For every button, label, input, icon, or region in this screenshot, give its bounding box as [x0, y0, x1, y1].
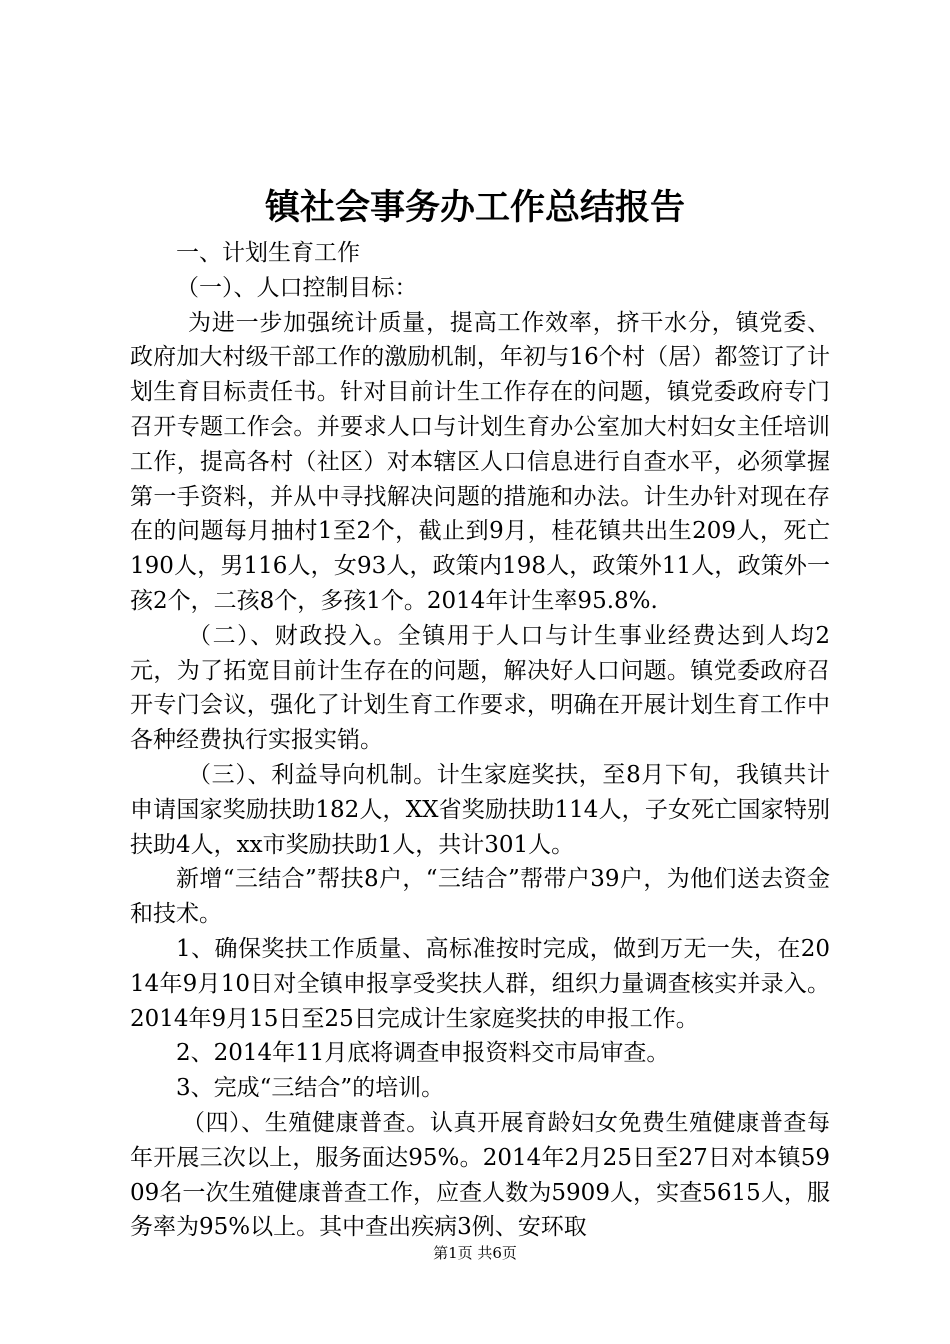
list-item: 3、完成“三结合”的培训。 — [176, 1075, 445, 1102]
body-paragraph: （四）、生殖健康普查。认真开展育龄妇女免费生殖健康普查每年开展三次以上，服务面达95%。2014年2月25日至27日对本镇5909名一次生殖健康普查工作，应查人数为5909人，实查5615人，服务率为95%以上。其中查出疾病3例、安环取 — [130, 1109, 830, 1241]
body-paragraph: 新增“三结合”帮扶8户，“三结合”帮带户39户，为他们送去资金和技术。 — [130, 866, 830, 928]
list-item: 2、2014年11月底将调查申报资料交市局审查。 — [176, 1040, 670, 1067]
document-body — [130, 236, 830, 1245]
body-paragraph: （三）、利益导向机制。计生家庭奖扶，至8月下旬，我镇共计申请国家奖励扶助182人，XX省奖励扶助114人，子女死亡国家特别扶助4人，xx市奖励扶助1人，共计301人。 — [130, 761, 830, 858]
subsection-heading: （一）、人口控制目标： — [176, 274, 418, 301]
body-paragraph: 为进一步加强统计质量，提高工作效率，挤干水分，镇党委、政府加大村级干部工作的激励机制，年初与16个村（居）都签订了计划生育目标责任书。针对目前计生工作存在的问题，镇党委政府专门召开专题工作会。并要求人口与计划生育办公室加大村妇女主任培训工作，提高各村（社区）对本辖区人口信息进行自查水平，必须掌握第一手资料，并从中寻找解决问题的措施和办法。计生办针对现在存在的问题每月抽村1至2个，截止到9月，桂花镇共出生209人，死亡190人，男116人，女93人，政策内198人，政策外11人，政策外一孩2个，二孩8个，多孩1个。2014年计生率95.8%. — [130, 309, 830, 614]
list-item: 1、确保奖扶工作质量、高标准按时完成，做到万无一失，在2014年9月10日对全镇申报享受奖扶人群，组织力量调查核实并录入。2014年9月15日至25日完成计生家庭奖扶的申报工作。 — [130, 935, 830, 1032]
document-title: 镇社会事务办工作总结报告 — [264, 187, 685, 228]
section-heading: 一、计划生育工作 — [176, 240, 360, 266]
body-paragraph: （二）、财政投入。全镇用于人口与计生事业经费达到人均2元，为了拓宽目前计生存在的问题，解决好人口问题。镇党委政府召开专门会议，强化了计划生育工作要求，明确在开展计划生育工作中各种经费执行实报实销。 — [130, 622, 830, 754]
page-number-footer: 第1页 共6页 — [433, 1244, 517, 1262]
